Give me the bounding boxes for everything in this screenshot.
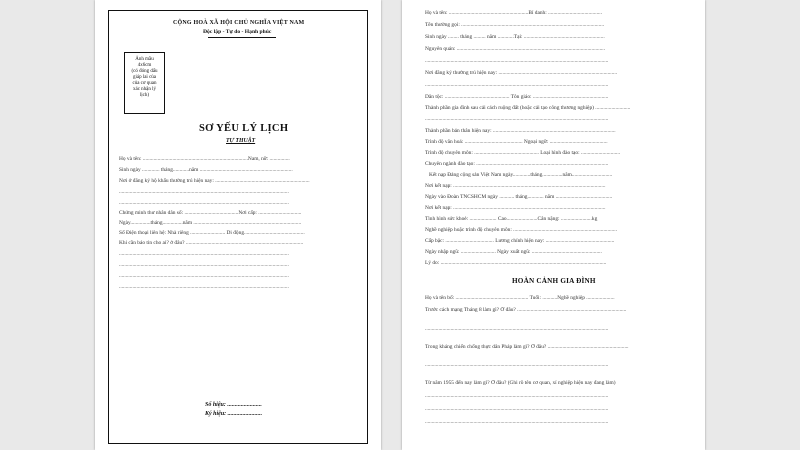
field-line[interactable]: Dân tộc: ................................................ Tôn giáo: ........................................................ xyxy=(425,94,609,100)
field-line[interactable]: Thành phần bản thân hiện nay: ........................................................................................... xyxy=(425,128,616,134)
field-line[interactable]: Tình hình sức khoẻ: .................... Cao.......................Cân nặng: .......................kg xyxy=(425,216,598,222)
form-page-back xyxy=(402,0,705,450)
header-underline xyxy=(208,37,276,38)
photo-box-line: 4x6cm xyxy=(137,63,152,68)
field-line[interactable]: ........................................................................................................................................ xyxy=(425,362,609,368)
field-line[interactable]: Chứng minh thư nhân dân số: ........................................Nơi cấp: ................................ xyxy=(119,210,302,216)
form-page-front xyxy=(95,0,381,450)
field-line[interactable]: Nơi đăng ký thường trú hiện nay: ........................................................................................ xyxy=(425,70,618,76)
header-motto: Độc lập - Tự do - Hạnh phúc xyxy=(203,29,272,35)
header-national-title: CỘNG HOÀ XÃ HỘI CHỦ NGHĨA VIỆT NAM xyxy=(173,20,305,26)
photo-box xyxy=(124,52,165,114)
photo-box-line: lịch) xyxy=(139,93,150,98)
field-line[interactable]: Từ năm 1955 đến nay làm gì? Ở đâu? (Ghi rõ tên cơ quan, xí nghiệp hiện nay đang làm) xyxy=(425,380,616,386)
field-line[interactable]: .............................................................................................................................. xyxy=(119,189,289,195)
field-line[interactable]: Sinh ngày ........ tháng ......... năm ............Tại: ............................................................ xyxy=(425,34,605,40)
photo-box-line: của cơ quan xyxy=(132,81,157,86)
field-line[interactable]: Nơi kết nạp: ................................................................................................................. xyxy=(425,205,606,211)
field-line[interactable]: ........................................................................................................................................ xyxy=(425,116,609,122)
field-line[interactable]: Tên thường gọi: .......................................................................................................... xyxy=(425,22,605,28)
field-line[interactable]: Nơi ở đăng ký hộ khẩu thường trú hiện nay: ...................................................................... xyxy=(119,178,310,184)
field-line[interactable]: .............................................................................................................................. xyxy=(119,251,289,257)
symbol-number: Ký hiệu: ....................... xyxy=(205,411,263,417)
field-line[interactable]: Cấp bậc: .................................... Lương chính hiện nay: ................................................... xyxy=(425,238,615,244)
section-title-family: HOÀN CẢNH GIA ĐÌNH xyxy=(512,277,596,285)
field-line[interactable]: ........................................................................................................................................ xyxy=(425,58,609,64)
field-line[interactable]: ........................................................................................................................................ xyxy=(425,82,609,88)
field-line[interactable]: Ngày vào Đoàn TNCSHCM ngày ........... tháng............ năm .......................................... xyxy=(425,194,613,200)
field-line[interactable]: .............................................................................................................................. xyxy=(119,273,289,279)
form-subtitle: TỰ THUẬT xyxy=(226,138,256,144)
field-line[interactable]: .............................................................................................................................. xyxy=(119,200,289,206)
field-line[interactable]: Trong kháng chiến chống thực dân Pháp làm gì? Ở đâu? ............................................................ xyxy=(425,344,629,350)
field-line[interactable]: Họ và tên: ...........................................................Bí danh: ........................................ xyxy=(425,10,602,16)
serial-number: Số hiệu: ....................... xyxy=(205,402,262,408)
field-line[interactable]: Khi cần báo tin cho ai? ở đâu? ....................................................................................... xyxy=(119,240,304,246)
field-line[interactable]: Thành phần gia đình sau cải cách ruộng đất (hoặc cải tạo công thương nghiệp) .......................... xyxy=(425,105,631,111)
photo-box-line: xác nhận lý xyxy=(132,87,157,92)
field-line[interactable]: Kết nạp Đảng cộng sản Việt Nam ngày.............tháng...............năm.............................. xyxy=(429,172,613,178)
field-line[interactable]: Trình độ văn hoá: ........................................... Ngoại ngữ: ........................................... xyxy=(425,139,608,145)
field-line[interactable]: Trước cách mạng Tháng 8 làm gì? Ở đâu? ................................................................................. xyxy=(425,307,627,313)
field-line[interactable]: Ngày...............tháng...............năm ................................................................................ xyxy=(119,220,302,226)
photo-box-line: giáp lai của xyxy=(132,75,157,80)
field-line[interactable]: Nguyên quán: .............................................................................................................. xyxy=(425,46,605,52)
field-line[interactable]: Lý do: ........................................................................................................................... xyxy=(425,260,607,266)
field-line[interactable]: Trình độ chuyên môn: ................................................ Loại hình đào tạo: ............................. xyxy=(425,150,621,156)
photo-box-line: Ảnh mầu xyxy=(135,57,154,62)
field-line[interactable]: Nghề nghiệp hoặc trình độ chuyên môn: ............................................................................. xyxy=(425,227,617,233)
field-line[interactable]: Nơi kết nạp: ................................................................................................................. xyxy=(425,183,606,189)
photo-box-line: (có đóng dấu xyxy=(131,69,158,74)
field-line[interactable]: Chuyên ngành đào tạo: .................................................................................................. xyxy=(425,161,609,167)
field-line[interactable]: Họ và tên bố: ...................................................... Tuổi: ...........Nghề nghiệp ..................... xyxy=(425,295,615,301)
field-line[interactable]: Sinh ngày ............. tháng............năm ..................................................................... xyxy=(119,167,293,173)
field-line[interactable]: Số Điện thoại liên hệ: Nhà riêng .......................... Di động............................................. xyxy=(119,230,305,236)
field-line[interactable]: Họ và tên: ..............................................................................Nam, nữ: ............... xyxy=(119,156,290,162)
field-line[interactable]: ........................................................................................................................................ xyxy=(425,393,609,399)
field-line[interactable]: ........................................................................................................................................ xyxy=(425,419,609,425)
field-line[interactable]: Ngày nhập ngũ: .......................... Ngày xuất ngũ: .................................................... xyxy=(425,249,602,255)
form-title: SƠ YẾU LÝ LỊCH xyxy=(199,123,289,134)
field-line[interactable]: .............................................................................................................................. xyxy=(119,262,289,268)
field-line[interactable]: ........................................................................................................................................ xyxy=(425,326,609,332)
field-line[interactable]: .............................................................................................................................. xyxy=(119,284,289,290)
field-line[interactable]: ........................................................................................................................................ xyxy=(425,406,609,412)
